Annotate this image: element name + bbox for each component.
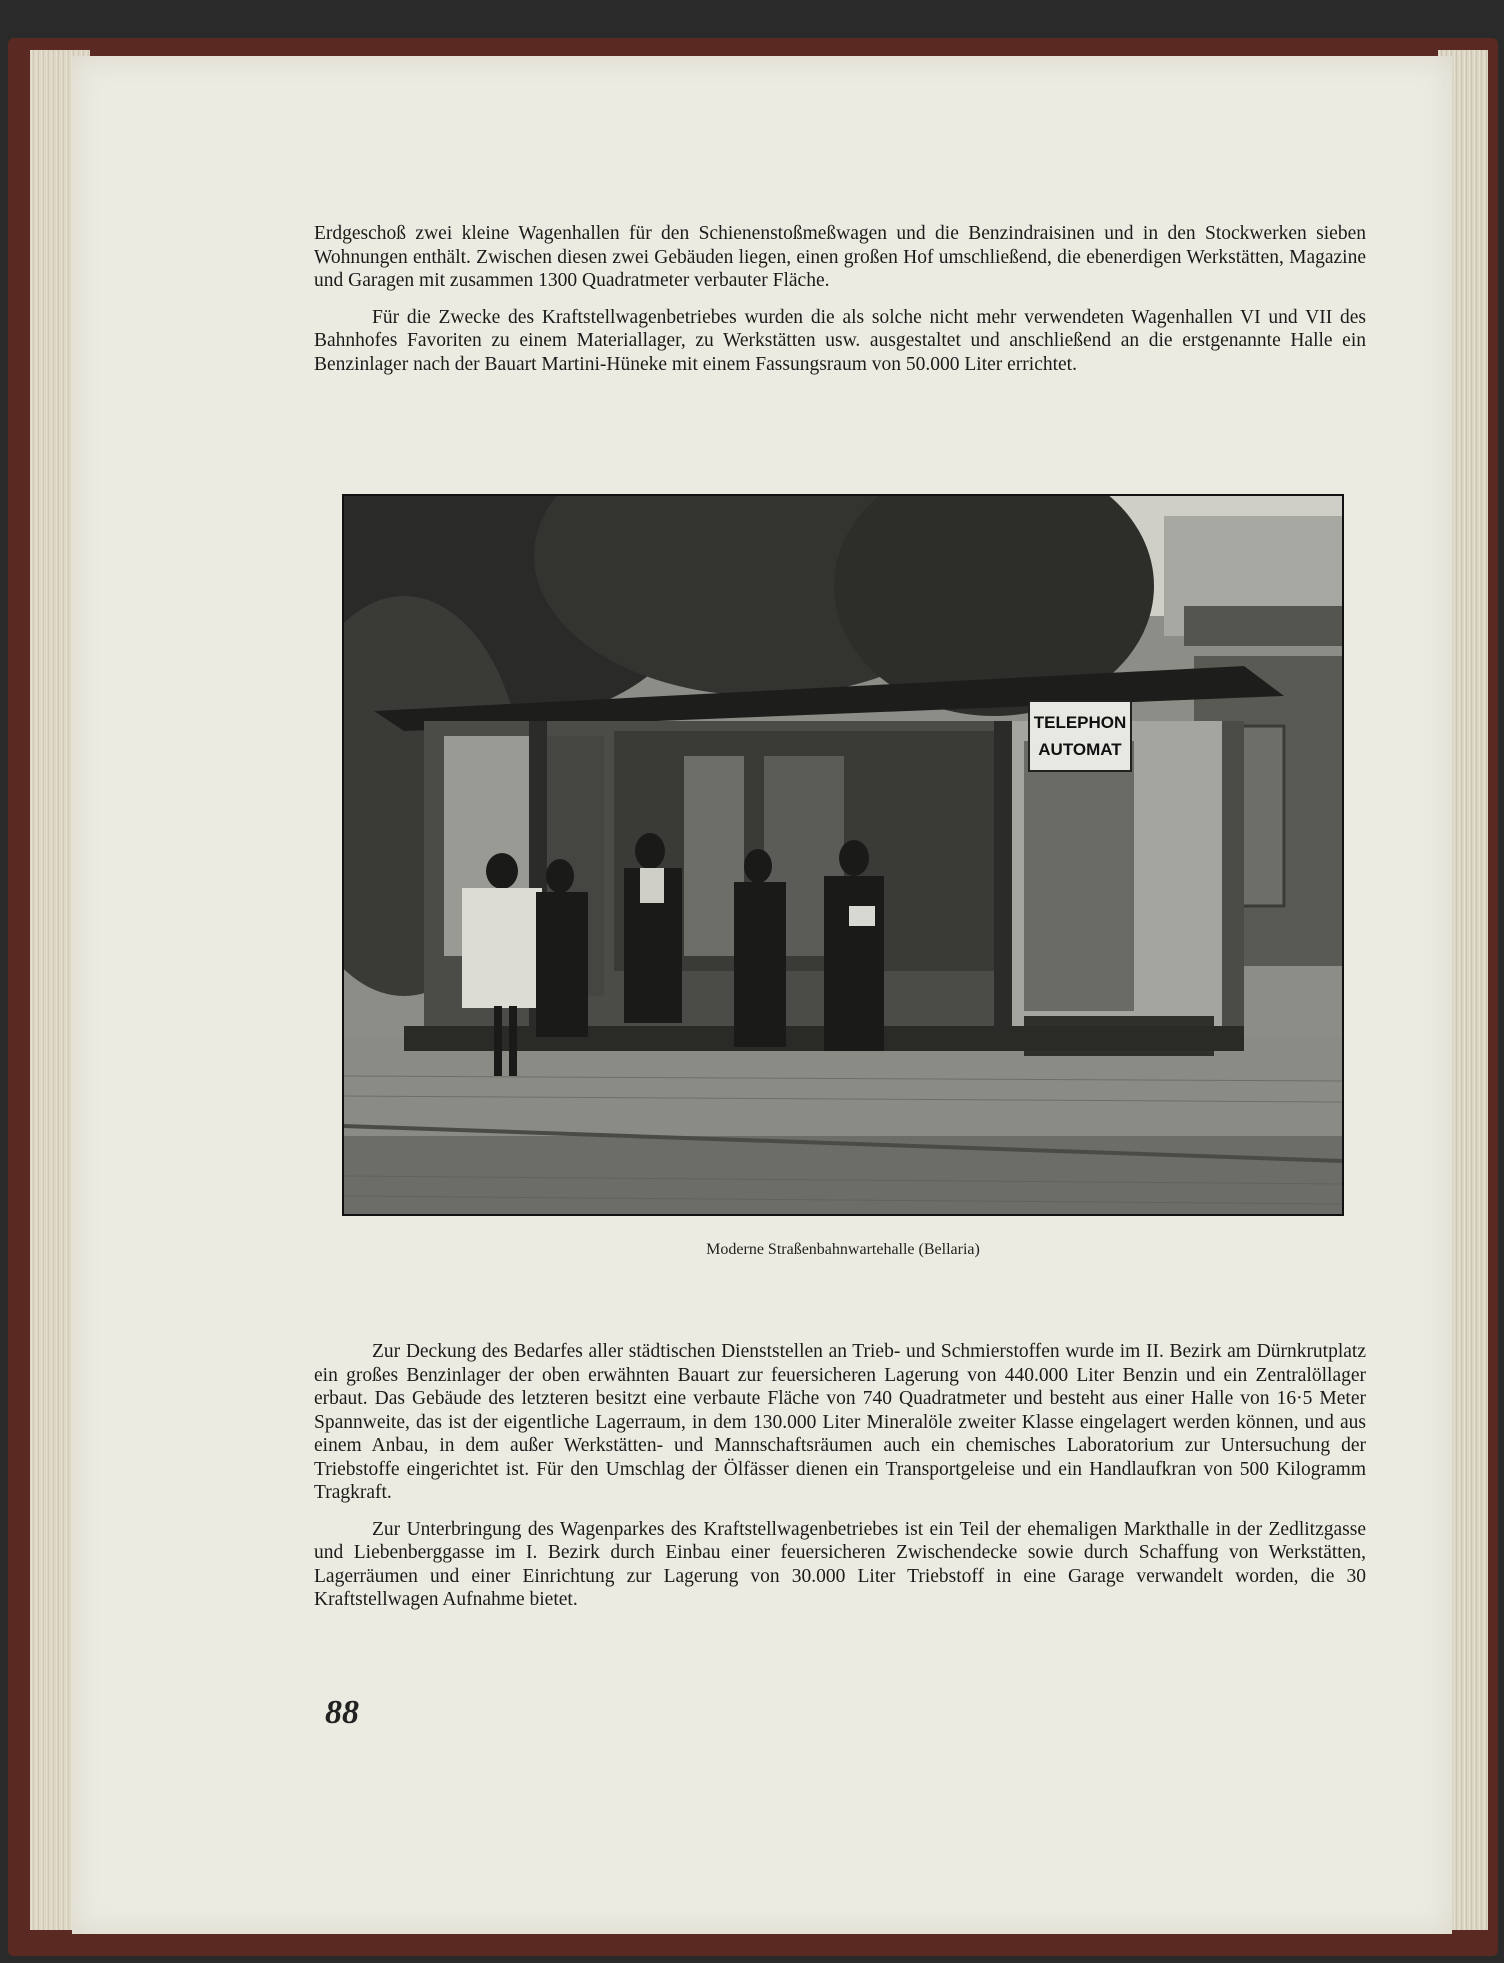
sign-telephon: TELEPHON [1033,713,1127,732]
text-block-bottom [314,1340,1366,1612]
text-block-top [314,222,1366,376]
photo-caption: Moderne Straßenbahnwartehalle (Bellaria) [706,1241,980,1258]
paragraph: Erdgeschoß zwei kleine Wagenhallen für den Schienenstoßmeßwagen und die Benzindraisinen und in den Stockwerken sieben Wohnungen enthält. Zwischen diesen zwei Gebäuden liegen, einen großen Hof umschließend, die ebenerdigen Werkstätten, Magazine und Garagen mit zusammen 1300 Quadratmeter verbauter Fläche. [314,223,1366,291]
page-number: 88 [325,1694,359,1731]
photograph-tram-shelter [342,494,1344,1216]
paragraph: Zur Deckung des Bedarfes aller städtischen Dienststellen an Trieb- und Schmierstoffen wurde im II. Bezirk am Dürnkrutplatz ein großes Benzinlager der oben erwähnten Bauart zur feuersicheren Lagerung von 440.000 Liter Benzin und ein Zentralöllager erbaut. Das Gebäude des letzteren besitzt eine verbaute Fläche von 740 Quadratmeter und besteht aus einer Halle von 16·5 Meter Spannweite, das ist der eigentliche Lagerraum, in dem 130.000 Liter Mineralöle zweiter Klasse eingelagert werden können, und aus einem Anbau, in dem außer Werkstätten- und Mannschaftsräumen auch ein chemisches Laboratorium zur Untersuchung der Triebstoffe eingerichtet ist. Für den Umschlag der Ölfässer dienen ein Transportgeleise und ein Handlaufkran von 500 Kilogramm Tragkraft. [314,1341,1366,1503]
sign-automat: AUTOMAT [1038,740,1122,759]
paragraph: Zur Unterbringung des Wagenparkes des Kraftstellwagenbetriebes ist ein Teil der ehemaligen Markthalle in der Zedlitzgasse und Liebenberggasse im I. Bezirk durch Einbau einer feuersicheren Zwischendecke sowie durch Schaffung von Werkstätten, Lagerräumen und einer Einrichtung zur Lagerung von 30.000 Liter Triebstoff in eine Garage verwandelt worden, die 30 Kraftstellwagen Aufnahme bietet. [314,1518,1366,1610]
paragraph: Für die Zwecke des Kraftstellwagenbetriebes wurden die als solche nicht mehr verwendeten Wagenhallen VI und VII des Bahnhofes Favoriten zu einem Materiallager, zu Werkstätten usw. ausgestaltet und anschließend an die erstgenannte Halle ein Benzinlager nach der Bauart Martini-Hüneke mit einem Fassungsraum von 50.000 Liter errichtet. [314,306,1366,375]
